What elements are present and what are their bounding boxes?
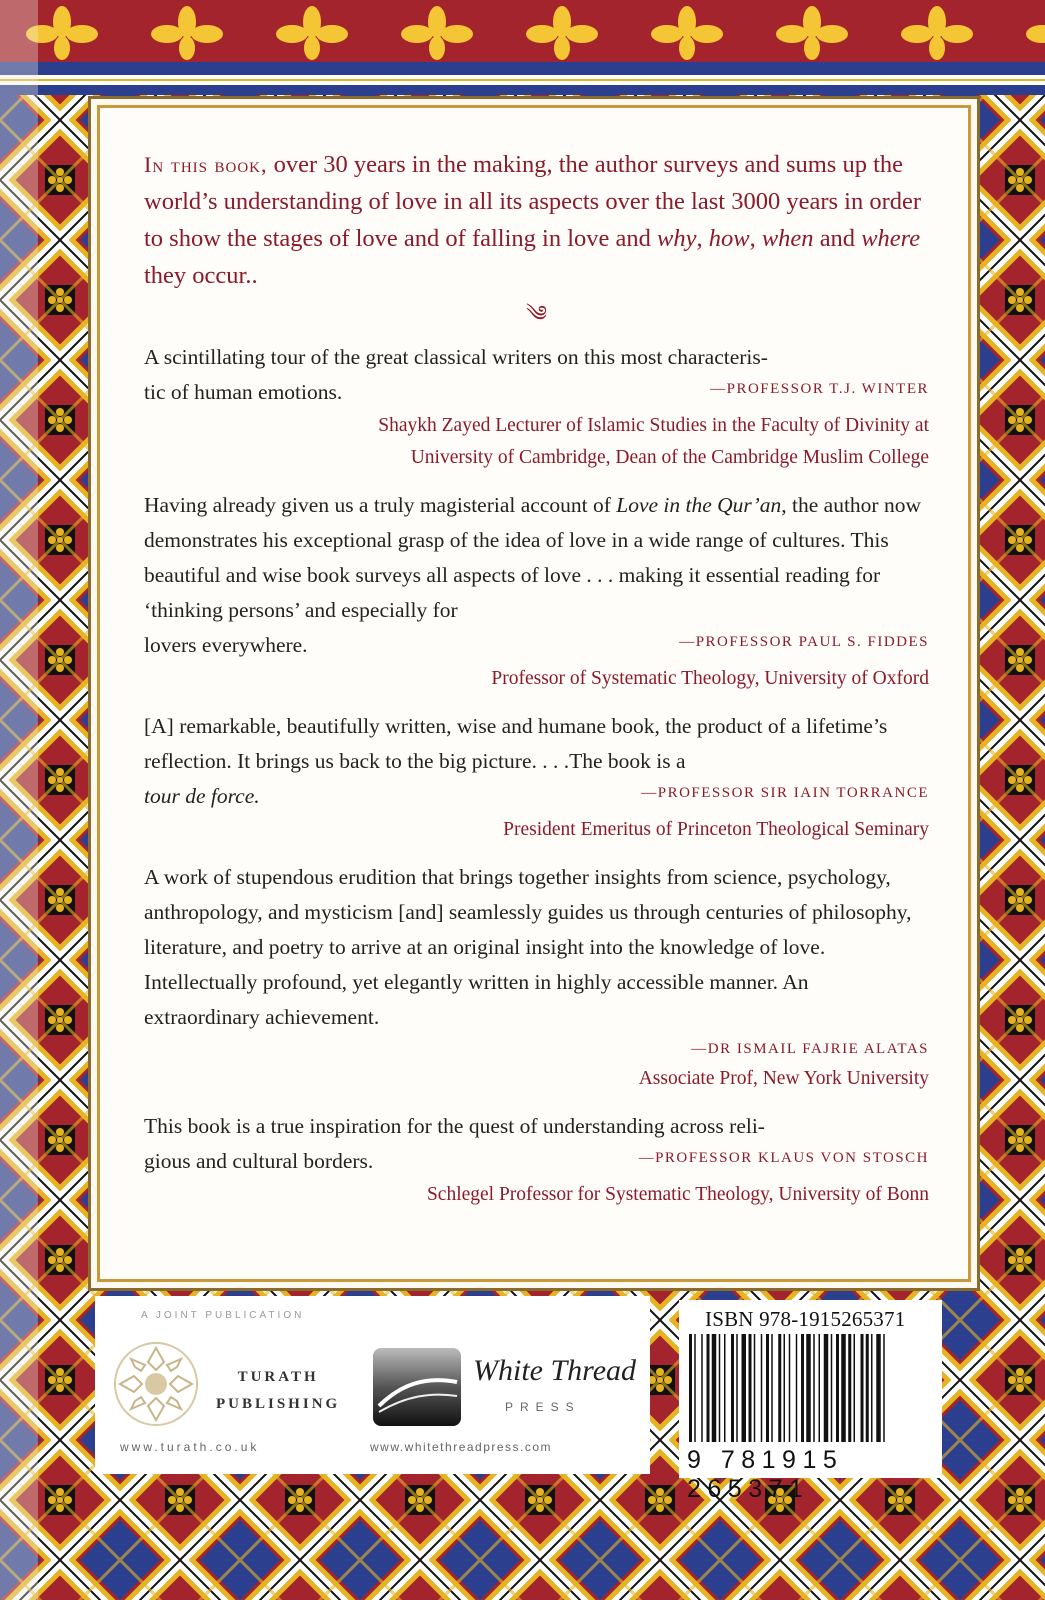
- endorsement-von-stosch: [144, 1109, 929, 1211]
- publisher-box: [95, 1296, 650, 1474]
- endorsement-quote-end: tic of human emotions.: [144, 380, 343, 404]
- barcode-bar: [854, 1334, 856, 1442]
- turath-logo-icon: [112, 1340, 200, 1428]
- endorsement-alatas: [144, 860, 929, 1095]
- barcode-bar: [813, 1334, 815, 1442]
- isbn-box: [679, 1300, 942, 1503]
- barcode-bar: [789, 1334, 791, 1442]
- barcode-bar: [841, 1334, 846, 1442]
- endorsement-quote-line: [144, 628, 929, 663]
- endorsement-attribution: —PROFESSOR KLAUS VON STOSCH: [638, 1150, 929, 1166]
- endorsement-quote-text: [A] remarkable, beautifully written, wise and humane book, the product of a lifetime’s reflection. It brings us back to the big picture. . . .The book is a: [144, 714, 888, 773]
- barcode-bar: [694, 1334, 696, 1442]
- endorsement-role: President Emeritus of Princeton Theological Seminary: [503, 819, 929, 840]
- joint-publication-label: A JOINT PUBLICATION: [141, 1310, 305, 1321]
- barcode-bar: [701, 1334, 703, 1442]
- endorsement-winter: [144, 340, 929, 474]
- barcode-bar: [749, 1334, 752, 1442]
- intro-text: over 30 years in the making, the author surveys and sums up the world’s understanding of love in all its aspects over the last 3000 years in order to show the stages of love and of falling in love and: [144, 151, 922, 252]
- endorsement-fiddes: [144, 488, 929, 695]
- endorsement-role: Schlegel Professor for Systematic Theology, University of Bonn: [426, 1184, 929, 1205]
- barcode-bar: [689, 1334, 692, 1442]
- barcode-bar: [742, 1334, 747, 1442]
- intro-why: why: [657, 225, 697, 252]
- endorsement-quote: This book is a true inspiration for the quest of understanding across reli-: [144, 1114, 765, 1138]
- endorsement-attribution: —PROFESSOR T.J. WINTER: [710, 381, 929, 397]
- barcode-bar: [806, 1334, 811, 1442]
- endorsement-torrance: [144, 709, 929, 846]
- barcode-bar: [824, 1334, 829, 1442]
- barcode-bar: [796, 1334, 798, 1442]
- white-thread-logo-icon: [371, 1346, 463, 1428]
- endorsement-quote-line: [144, 779, 929, 814]
- isbn-digits: 9 781915 265371: [687, 1446, 844, 1503]
- white-thread-publisher-name: White Thread: [473, 1354, 637, 1387]
- intro-lead: In this book,: [144, 152, 268, 177]
- barcode-bar: [707, 1334, 710, 1442]
- barcode-bar: [778, 1334, 781, 1442]
- endorsement-quote-text: , the author now demonstrates his exceptional grasp of the idea of love in a wide range of cultures. This beautiful and wise book surveys all aspects of love . . . making it essential reading for ‘thinking persons’ and especially for: [144, 493, 921, 622]
- white-thread-url: www.whitethreadpress.com: [370, 1440, 553, 1454]
- barcode-bar: [866, 1334, 869, 1442]
- endorsement-quote-title: Love in the Qur’an: [616, 493, 782, 517]
- barcode-bar: [731, 1334, 734, 1442]
- endorsement-role: University of Cambridge, Dean of the Cambridge Muslim College: [410, 447, 929, 468]
- endorsement-role: Professor of Systematic Theology, University of Oxford: [491, 668, 929, 689]
- barcode-bar: [819, 1334, 821, 1442]
- barcode-bar: [836, 1334, 839, 1442]
- endorsement-quote-end: gious and cultural borders.: [144, 1149, 374, 1173]
- endorsement-quote: A work of stupendous erudition that brings together insights from science, psychology, anthropology, and mysticism [and] seamlessly guides us through centuries of philosophy, literature, and poetry to arrive at an original insight into the knowledge of love. Intellectually profound, yet elegantly written in highly accessible manner. An extraordinary achievement.: [144, 865, 912, 1029]
- barcode-bar: [831, 1334, 833, 1442]
- barcode-bar: [736, 1334, 738, 1442]
- ornament-divider: ༄: [525, 301, 547, 326]
- intro-how: how: [708, 225, 750, 252]
- barcode-bar: [712, 1334, 717, 1442]
- endorsement-role: Shaykh Zayed Lecturer of Islamic Studies in the Faculty of Divinity at: [378, 415, 929, 436]
- barcode-bar: [761, 1334, 763, 1442]
- barcode-bar: [801, 1334, 804, 1442]
- endorsement-attribution: —DR ISMAIL FAJRIE ALATAS: [691, 1041, 929, 1057]
- text-panel: [97, 105, 971, 1282]
- endorsement-quote: A scintillating tour of the great classical writers on this most characteris-: [144, 345, 768, 369]
- intro-where: where: [861, 225, 921, 252]
- intro-separator: ,: [749, 225, 762, 252]
- barcode-bar: [871, 1334, 873, 1442]
- turath-publisher-name: [216, 1364, 340, 1418]
- barcode-bar: [771, 1334, 773, 1442]
- barcode-bar: [784, 1334, 786, 1442]
- barcode-bar: [766, 1334, 769, 1442]
- turath-name-line: PUBLISHING: [216, 1396, 341, 1412]
- intro-separator: ,: [696, 225, 709, 252]
- barcode-bar: [719, 1334, 721, 1442]
- endorsement-attribution: —PROFESSOR SIR IAIN TORRANCE: [641, 785, 929, 801]
- endorsement-quote-line: [144, 375, 929, 410]
- intro-paragraph: [144, 146, 929, 294]
- barcode-bar: [876, 1334, 881, 1442]
- intro-conjunction: and: [813, 225, 862, 252]
- isbn-label: ISBN 978-1915265371: [705, 1307, 906, 1331]
- endorsement-quote-line: [144, 1144, 929, 1179]
- turath-url: www.turath.co.uk: [120, 1440, 260, 1454]
- endorsement-attribution: —PROFESSOR PAUL S. FIDDES: [679, 634, 929, 650]
- white-thread-press-label: PRESS: [505, 1400, 581, 1414]
- barcode-bar: [861, 1334, 864, 1442]
- endorsement-quote: [144, 488, 929, 628]
- endorsement-quote: [144, 709, 929, 779]
- turath-name-line: TURATH: [237, 1369, 319, 1385]
- barcode-bar: [848, 1334, 851, 1442]
- endorsement-quote-end: lovers everywhere.: [144, 633, 308, 657]
- barcode-bar: [724, 1334, 726, 1442]
- endorsement-quote-title: tour de force.: [144, 784, 260, 808]
- barcode-bar: [754, 1334, 756, 1442]
- barcode-bar: [883, 1334, 885, 1442]
- barcode-icon: [679, 1334, 942, 1446]
- intro-text-end: they occur..: [144, 262, 258, 289]
- endorsement-role: Associate Prof, New York University: [638, 1068, 929, 1089]
- intro-when: when: [761, 225, 814, 252]
- endorsement-quote-text: Having already given us a truly magisterial account of: [144, 493, 617, 517]
